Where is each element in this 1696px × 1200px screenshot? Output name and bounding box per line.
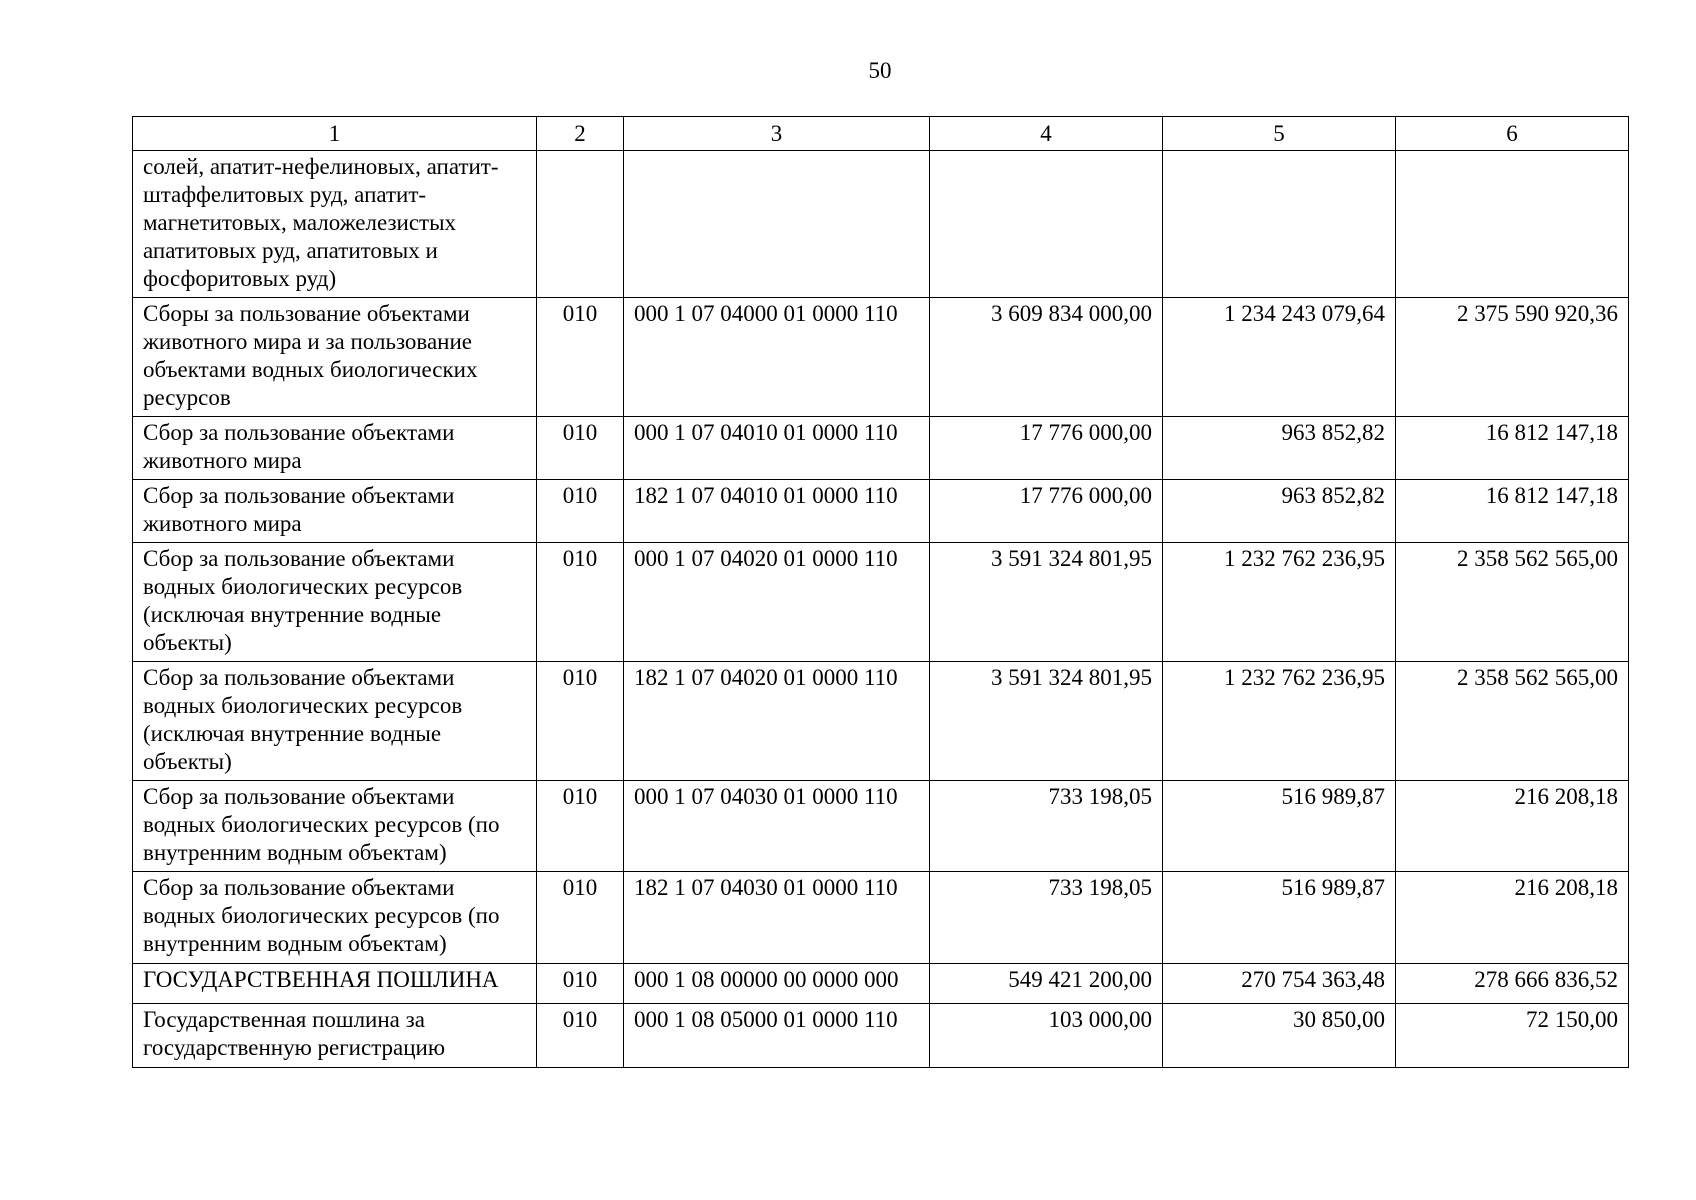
- table-row: [133, 151, 1629, 298]
- row-code: 010: [537, 872, 624, 964]
- row-col5: 963 852,82: [1163, 480, 1396, 543]
- row-col6: 16 812 147,18: [1396, 480, 1629, 543]
- row-code: [537, 151, 624, 298]
- row-col5: 270 754 363,48: [1163, 964, 1396, 1004]
- row-kbk: 000 1 08 00000 00 0000 000: [624, 964, 930, 1004]
- row-col4: 549 421 200,00: [930, 964, 1163, 1004]
- row-col4: 17 776 000,00: [930, 480, 1163, 543]
- row-name: ГОСУДАРСТВЕННАЯ ПОШЛИНА: [133, 964, 537, 1004]
- row-kbk: 000 1 07 04000 01 0000 110: [624, 298, 930, 417]
- row-col4: 17 776 000,00: [930, 417, 1163, 480]
- row-col5: 516 989,87: [1163, 872, 1396, 964]
- row-name: Сбор за пользование объектами животного мира: [133, 480, 537, 543]
- row-col5: 963 852,82: [1163, 417, 1396, 480]
- header-row: [133, 117, 1629, 151]
- row-code: 010: [537, 417, 624, 480]
- table-row: [133, 662, 1629, 781]
- column-header-5: 5: [1163, 117, 1396, 151]
- row-col5: [1163, 151, 1396, 298]
- row-col5: 1 232 762 236,95: [1163, 662, 1396, 781]
- row-col6: 278 666 836,52: [1396, 964, 1629, 1004]
- page-number: 50: [868, 58, 892, 83]
- row-kbk: 000 1 07 04010 01 0000 110: [624, 417, 930, 480]
- row-code: 010: [537, 1004, 624, 1068]
- row-col6: 216 208,18: [1396, 781, 1629, 872]
- column-header-4: 4: [930, 117, 1163, 151]
- row-col6: 72 150,00: [1396, 1004, 1629, 1068]
- row-col6: 2 358 562 565,00: [1396, 662, 1629, 781]
- table-row: [133, 781, 1629, 872]
- row-name: солей, апатит-нефелиновых, апатит-штаффелитовых руд, апатит-магнетитовых, маложелезистых апатитовых руд, апатитовых и фосфоритовых руд): [133, 151, 537, 298]
- row-col4: 733 198,05: [930, 781, 1163, 872]
- column-header-2: 2: [537, 117, 624, 151]
- table-row: [133, 543, 1629, 662]
- row-name: Сбор за пользование объектами водных биологических ресурсов (по внутренним водным объектам): [133, 872, 537, 964]
- report-table: [132, 116, 1629, 1068]
- row-col5: 1 232 762 236,95: [1163, 543, 1396, 662]
- row-name: Государственная пошлина за государственную регистрацию: [133, 1004, 537, 1068]
- row-kbk: 182 1 07 04020 01 0000 110: [624, 662, 930, 781]
- row-col4: 3 609 834 000,00: [930, 298, 1163, 417]
- row-name: Сбор за пользование объектами водных биологических ресурсов (по внутренним водным объектам): [133, 781, 537, 872]
- row-kbk: 000 1 07 04020 01 0000 110: [624, 543, 930, 662]
- row-kbk: 000 1 08 05000 01 0000 110: [624, 1004, 930, 1068]
- table-row: [133, 964, 1629, 1004]
- row-code: 010: [537, 480, 624, 543]
- row-col6: 216 208,18: [1396, 872, 1629, 964]
- row-code: 010: [537, 964, 624, 1004]
- row-code: 010: [537, 298, 624, 417]
- row-kbk: 000 1 07 04030 01 0000 110: [624, 781, 930, 872]
- table-row: [133, 1004, 1629, 1068]
- row-col6: 2 375 590 920,36: [1396, 298, 1629, 417]
- row-code: 010: [537, 662, 624, 781]
- table-row: [133, 872, 1629, 964]
- column-header-6: 6: [1396, 117, 1629, 151]
- column-header-1: 1: [133, 117, 537, 151]
- table-row: [133, 298, 1629, 417]
- row-col4: 733 198,05: [930, 872, 1163, 964]
- row-code: 010: [537, 543, 624, 662]
- row-col5: 516 989,87: [1163, 781, 1396, 872]
- row-name: Сбор за пользование объектами водных биологических ресурсов (исключая внутренние водные объекты): [133, 543, 537, 662]
- row-kbk: [624, 151, 930, 298]
- row-col4: 3 591 324 801,95: [930, 662, 1163, 781]
- table-row: [133, 417, 1629, 480]
- row-col6: [1396, 151, 1629, 298]
- row-col4: 3 591 324 801,95: [930, 543, 1163, 662]
- row-col4: 103 000,00: [930, 1004, 1163, 1068]
- row-col5: 30 850,00: [1163, 1004, 1396, 1068]
- row-col4: [930, 151, 1163, 298]
- row-col6: 2 358 562 565,00: [1396, 543, 1629, 662]
- row-col5: 1 234 243 079,64: [1163, 298, 1396, 417]
- row-kbk: 182 1 07 04030 01 0000 110: [624, 872, 930, 964]
- row-name: Сборы за пользование объектами животного мира и за пользование объектами водных биологических ресурсов: [133, 298, 537, 417]
- table-row: [133, 480, 1629, 543]
- row-name: Сбор за пользование объектами животного мира: [133, 417, 537, 480]
- column-header-3: 3: [624, 117, 930, 151]
- row-col6: 16 812 147,18: [1396, 417, 1629, 480]
- row-code: 010: [537, 781, 624, 872]
- row-kbk: 182 1 07 04010 01 0000 110: [624, 480, 930, 543]
- row-name: Сбор за пользование объектами водных биологических ресурсов (исключая внутренние водные объекты): [133, 662, 537, 781]
